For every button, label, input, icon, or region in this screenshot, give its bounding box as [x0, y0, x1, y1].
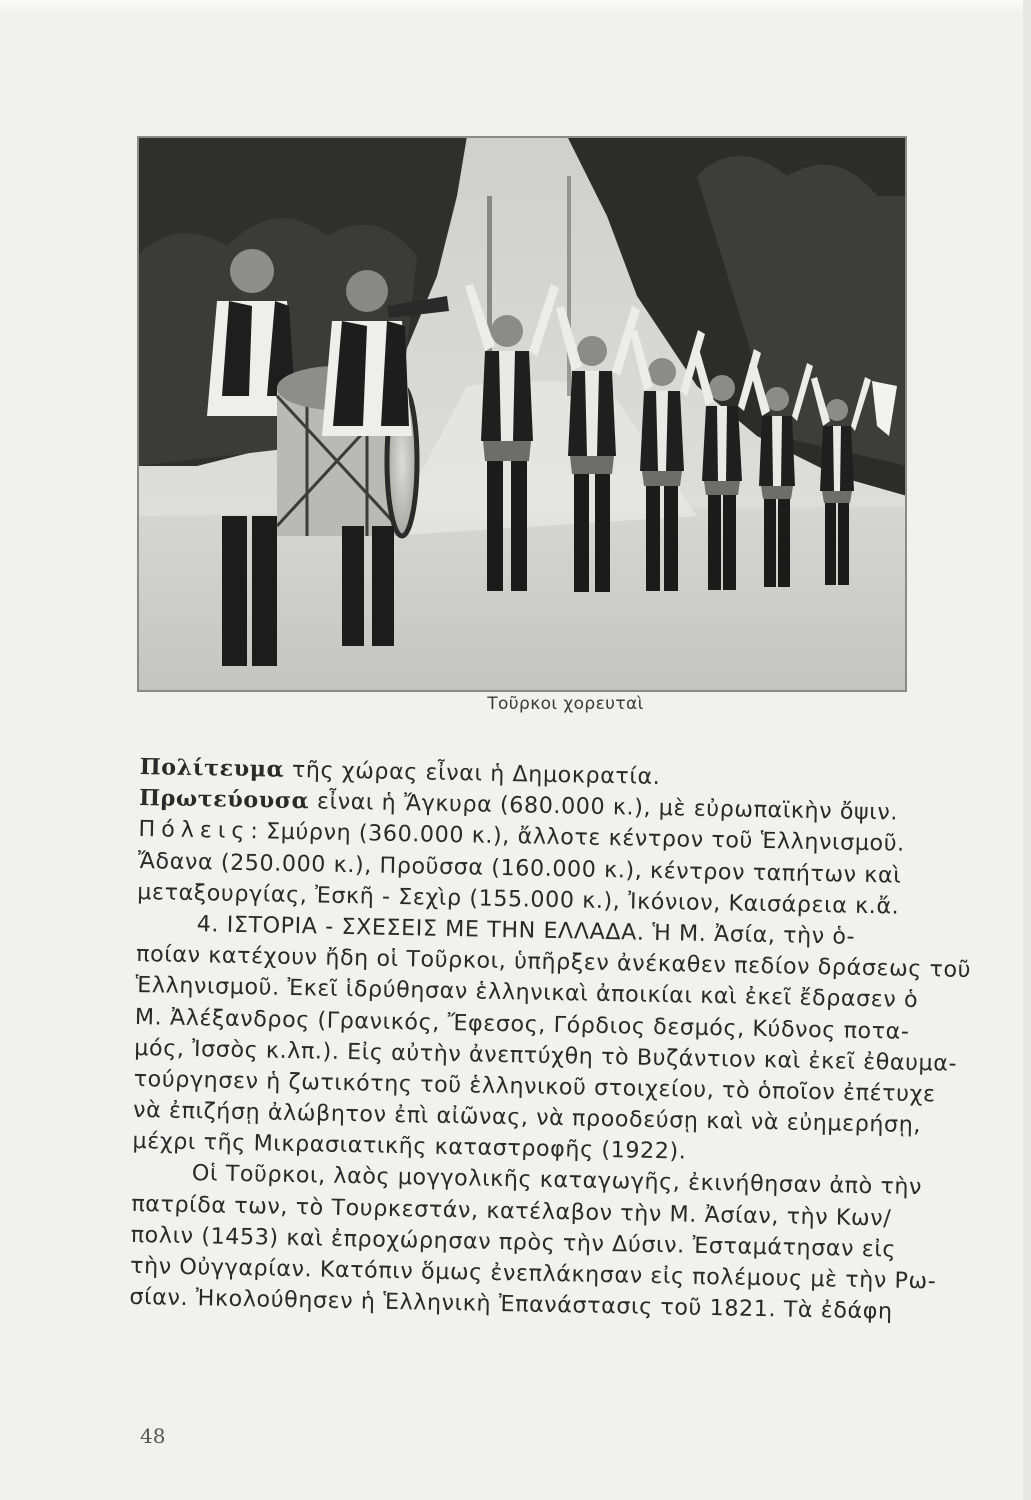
heading-capital: Πρωτεύουσα [138, 785, 310, 815]
text-line: μός, Ἰσσὸς κ.λπ.). Εἰς αὐτὴν ἀνεπτύχθη τὸ Βυζάντιον καὶ ἐκεῖ ἐθαυμα- [134, 1034, 958, 1077]
text-line: Μ. Ἀλέξανδρος (Γρανικός, Ἔφεσος, Γόρδιος δεσμός, Κύδνος ποτα- [134, 1003, 910, 1045]
heading-government: Πολίτευμα [139, 753, 285, 783]
text-line: μέχρι τῆς Μικρασιατικῆς καταστροφῆς (1922). [132, 1128, 687, 1165]
text-line: πολιν (1453) καὶ ἐπροχώρησαν πρὸς τὴν Δύσιν. Ἐσταμάτησαν εἰς [130, 1221, 897, 1263]
page-edge-right [1023, 0, 1031, 1500]
text-line: Ἄδανα (250.000 κ.), Προῦσσα (160.000 κ.), κέντρον ταπήτων καὶ [137, 847, 902, 889]
paragraph-turks-origin: Οἱ Τοῦρκοι, λαὸς μογγολικῆς καταγωγῆς, ἐκινήθησαν ἀπὸ τὴν [191, 1160, 923, 1201]
photo-caption: Τοῦρκοι χορευταὶ [487, 694, 644, 714]
text-line: ποίαν κατέχουν ἤδη οἱ Τοῦρκοι, ὑπῆρξεν ἀνέκαθεν πεδίον δράσεως τοῦ [135, 941, 972, 984]
text-line: Ἑλληνισμοῦ. Ἐκεῖ ἱδρύθησαν ἑλληνικαὶ ἀποικίαι καὶ ἐκεῖ ἔδρασεν ὁ [135, 972, 919, 1014]
photograph-turkish-dancers [137, 136, 907, 692]
text-government: τῆς χώρας εἶναι ἡ Δημοκρατία. [284, 756, 661, 790]
text-line: πατρίδα των, τὸ Τουρκεστάν, κατέλαβον τὴν Μ. Ἀσίαν, τὴν Κων/ [131, 1190, 892, 1232]
page-edge [0, 0, 1031, 14]
text-line: σίαν. Ἠκολούθησεν ἡ Ἑλληνικὴ Ἐπανάστασις τοῦ 1821. Τὰ ἐδάφη [129, 1284, 893, 1325]
text-line: τὴν Οὐγγαρίαν. Κατόπιν ὅμως ἐνεπλάκησαν εἰς πολέμους μὲ τὴν Ρω- [129, 1252, 937, 1295]
text-cities: : Σμύρνη (360.000 κ.), ἄλλοτε κέντρον τοῦ Ἑλληνισμοῦ. [250, 818, 906, 858]
text-line: μεταξουργίας, Ἐσκῆ - Σεχὶρ (155.000 κ.), Ἰκόνιον, Καισάρεια κ.ἄ. [137, 878, 900, 920]
text-line: τούργησεν ἡ ζωτικότης τοῦ ἑλληνικοῦ στοιχείου, τὸ ὁποῖον ἐπέτυχε [133, 1065, 936, 1108]
heading-cities: Πόλεις [138, 816, 251, 845]
text-capital: εἶναι ἡ Ἄγκυρα (680.000 κ.), μὲ εὐρωπαϊκὴν ὄψιν. [309, 788, 899, 826]
section-heading-history: 4. ΙΣΤΟΡΙΑ - ΣΧΕΣΕΙΣ ΜΕ ΤΗΝ ΕΛΛΑΔΑ. Ἡ Μ. Ἀσία, τὴν ὁ- [196, 911, 856, 950]
body-text [129, 752, 980, 1329]
page-number: 48 [140, 1424, 166, 1448]
text-line: νὰ ἐπιζήσῃ ἀλώβητον ἐπὶ αἰῶνας, νὰ προοδεύσῃ καὶ νὰ εὐημερήσῃ, [132, 1096, 922, 1139]
